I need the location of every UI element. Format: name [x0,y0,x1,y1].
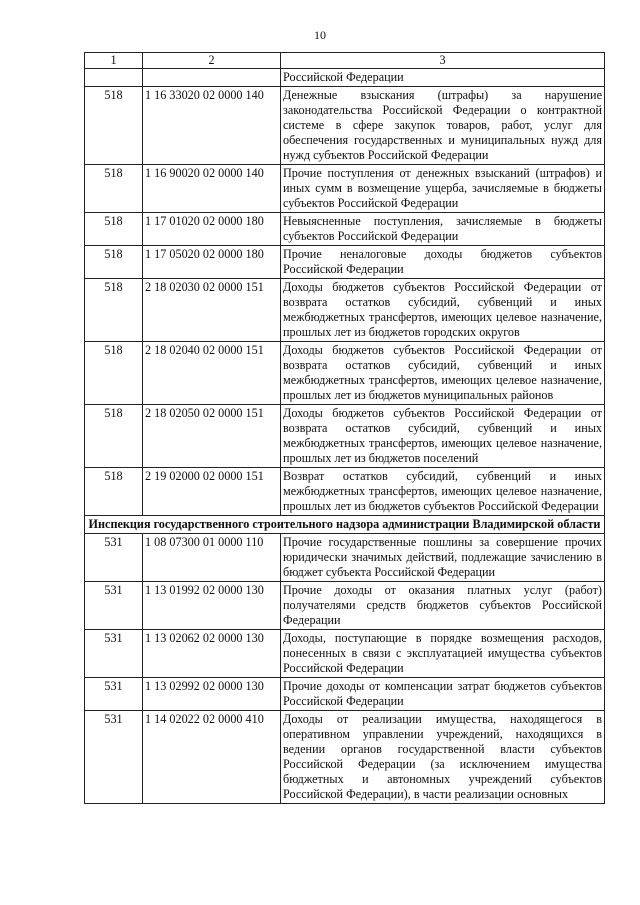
description-cell: Доходы бюджетов субъектов Российской Федерации от возврата остатков субсидий, субвенций и иных межбюджетных трансфертов, имеющих целевое назначение, прошлых лет из бюджетов городских округов [281,279,605,342]
budget-code-cell: 2 18 02030 02 0000 151 [143,279,281,342]
admin-code-cell: 531 [85,678,143,711]
budget-code-cell: 1 16 33020 02 0000 140 [143,87,281,165]
admin-code-cell: 531 [85,711,143,804]
budget-code-cell [143,69,281,87]
table-header-row [85,53,605,69]
revenue-codes-table [84,52,605,804]
budget-code-cell: 1 13 02992 02 0000 130 [143,678,281,711]
table-row [85,342,605,405]
table-row [85,534,605,582]
admin-code-cell: 518 [85,213,143,246]
description-cell: Доходы от реализации имущества, находящегося в оперативном управлении учреждений, находящихся в ведении органов государственной власти субъектов Российской Федерации (за исключением имущества бюджетных и автономных учреждений субъектов Российской Федерации), в части реализации основных [281,711,605,804]
table-row [85,630,605,678]
admin-code-cell: 518 [85,342,143,405]
table-row [85,165,605,213]
budget-code-cell: 1 13 01992 02 0000 130 [143,582,281,630]
description-cell: Доходы бюджетов субъектов Российской Федерации от возврата остатков субсидий, субвенций и иных межбюджетных трансфертов, имеющих целевое назначение, прошлых лет из бюджетов муниципальных районов [281,342,605,405]
section-title: Инспекция государственного строительного надзора администрации Владимирской области [85,516,605,534]
table-body [85,69,605,804]
table-row [85,678,605,711]
description-cell: Прочие поступления от денежных взысканий (штрафов) и иных сумм в возмещение ущерба, зачисляемые в бюджеты субъектов Российской Федерации [281,165,605,213]
description-cell: Прочие доходы от оказания платных услуг (работ) получателями средств бюджетов субъектов Российской Федерации [281,582,605,630]
column-header-description: 3 [281,53,605,69]
description-cell: Невыясненные поступления, зачисляемые в бюджеты субъектов Российской Федерации [281,213,605,246]
budget-code-cell: 1 08 07300 01 0000 110 [143,534,281,582]
description-cell: Доходы, поступающие в порядке возмещения расходов, понесенных в связи с эксплуатацией имущества субъектов Российской Федерации [281,630,605,678]
description-cell: Прочие доходы от компенсации затрат бюджетов субъектов Российской Федерации [281,678,605,711]
admin-code-cell: 531 [85,582,143,630]
budget-code-cell: 1 14 02022 02 0000 410 [143,711,281,804]
description-cell: Прочие неналоговые доходы бюджетов субъектов Российской Федерации [281,246,605,279]
table-row [85,711,605,804]
table-row [85,213,605,246]
description-cell: Денежные взыскания (штрафы) за нарушение законодательства Российской Федерации о контрактной системе в сфере закупок товаров, работ, услуг для обеспечения государственных и муниципальных нужд для нужд субъектов Российской Федерации [281,87,605,165]
budget-code-cell: 2 19 02000 02 0000 151 [143,468,281,516]
admin-code-cell: 518 [85,165,143,213]
table-row [85,279,605,342]
page-number: 10 [314,28,326,42]
admin-code-cell: 531 [85,630,143,678]
description-cell: Доходы бюджетов субъектов Российской Федерации от возврата остатков субсидий, субвенций и иных межбюджетных трансфертов, имеющих целевое назначение, прошлых лет из бюджетов поселений [281,405,605,468]
table-row [85,69,605,87]
budget-code-cell: 1 13 02062 02 0000 130 [143,630,281,678]
section-header-row [85,516,605,534]
column-header-code: 2 [143,53,281,69]
budget-code-cell: 1 16 90020 02 0000 140 [143,165,281,213]
description-cell: Возврат остатков субсидий, субвенций и иных межбюджетных трансфертов, имеющих целевое назначение, прошлых лет из бюджетов субъектов Российской Федерации [281,468,605,516]
admin-code-cell: 518 [85,405,143,468]
budget-code-cell: 1 17 01020 02 0000 180 [143,213,281,246]
table-row [85,405,605,468]
admin-code-cell: 531 [85,534,143,582]
admin-code-cell [85,69,143,87]
budget-code-cell: 1 17 05020 02 0000 180 [143,246,281,279]
table-row [85,87,605,165]
admin-code-cell: 518 [85,87,143,165]
table-row [85,582,605,630]
column-header-admin: 1 [85,53,143,69]
description-cell: Прочие государственные пошлины за совершение прочих юридически значимых действий, подлежащие зачислению в бюджет субъекта Российской Федерации [281,534,605,582]
table-row [85,246,605,279]
admin-code-cell: 518 [85,246,143,279]
budget-code-cell: 2 18 02050 02 0000 151 [143,405,281,468]
description-cell: Российской Федерации [281,69,605,87]
admin-code-cell: 518 [85,279,143,342]
budget-code-cell: 2 18 02040 02 0000 151 [143,342,281,405]
table-row [85,468,605,516]
admin-code-cell: 518 [85,468,143,516]
